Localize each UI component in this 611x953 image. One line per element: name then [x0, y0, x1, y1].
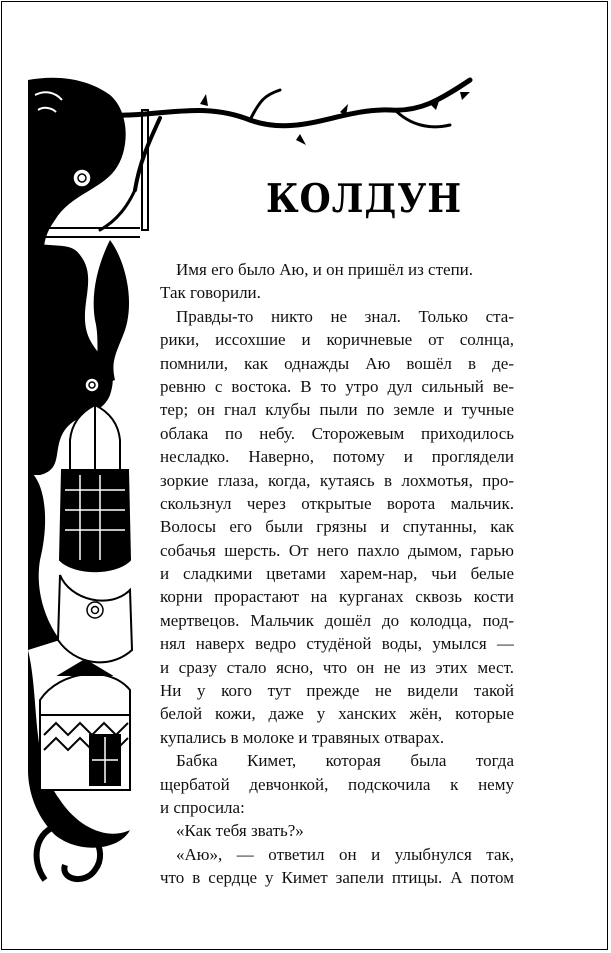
text-line: несладко. Наверно, потому и проглядели: [160, 447, 514, 467]
text-line: Бабка Кимет, которая была тогда: [176, 751, 514, 771]
knight-figure: [58, 405, 132, 662]
chapter-title: КОЛДУН: [266, 176, 463, 222]
text-line: белой кожи, даже у ханских жён, которые: [160, 704, 514, 724]
text-line: рики, иссохшие и коричневые от солнца,: [160, 330, 514, 350]
text-line: и сладкими цветами харем-нар, чьи белые: [160, 564, 514, 584]
text-line: «Как тебя звать?»: [176, 821, 304, 841]
text-line: и сразу стало ясно, что он не из этих мест.: [160, 657, 514, 677]
text-line: Правды-то никто не знал. Только ста-: [176, 306, 514, 326]
body-text: [160, 258, 514, 890]
text-line: купались в молоке и травяных отварах.: [160, 727, 445, 747]
text-line: скользнул через открытые ворота мальчик.: [160, 493, 514, 513]
text-line: собачья шерсть. От него пахло дымом, гарью: [160, 540, 514, 560]
text-line: мертвецов. Мальчик дошёл до колодца, под-: [160, 610, 514, 630]
text-line: Имя его было Аю, и он пришёл из степи.: [176, 260, 474, 279]
text-line: и спросила:: [160, 797, 245, 817]
text-line: ревню с востока. В то утро дул сильный ве-: [160, 376, 514, 396]
text-line: корни прорастают на курганах сквозь кости: [160, 587, 514, 607]
text-line: зоркие глаза, когда, кутаясь в лохмотья, про-: [160, 470, 514, 490]
text-line: Ни у кого тут прежде не видели такой: [160, 681, 514, 701]
text-line: нял наверх ведро студёной воды, умылся —: [160, 634, 514, 654]
text-line: Волосы его были грязны и спутанны, как: [160, 517, 514, 537]
text-line: «Аю», — ответил он и улыбнулся так,: [176, 844, 514, 864]
text-line: тер; он гнал клубы пыли по земле и тучные: [160, 400, 514, 420]
text-line: что в сердце у Кимет запели птицы. А потом: [160, 868, 514, 888]
text-line: помнили, как однажды Аю вошёл в де-: [160, 353, 514, 373]
text-line: облака по небу. Сторожевым приходилось: [160, 423, 514, 443]
text-line: щербатой девчонкой, подскочила к нему: [160, 774, 514, 794]
yurt-illustration: [40, 660, 130, 790]
text-line: Так говорили.: [160, 283, 261, 303]
